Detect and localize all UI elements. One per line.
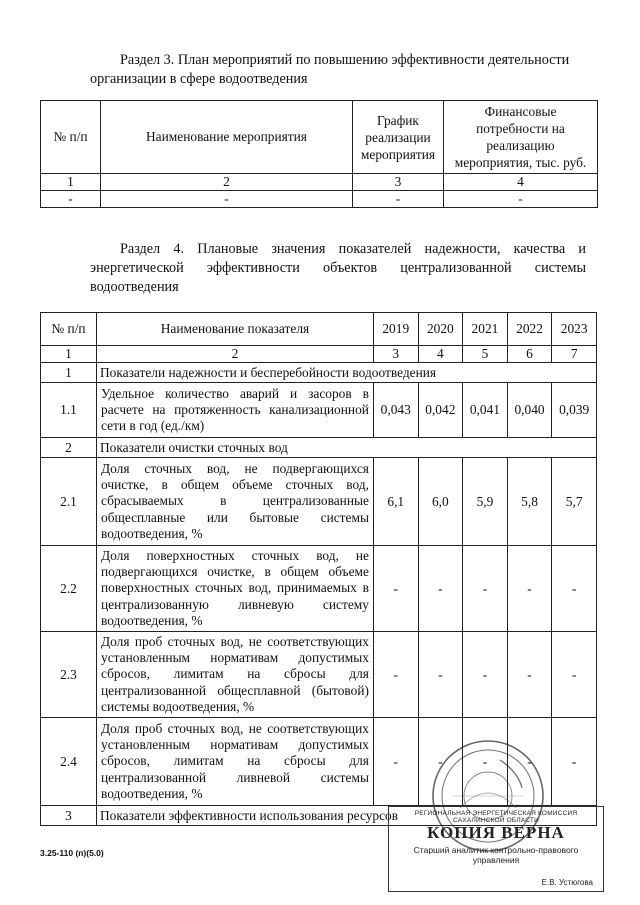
group-no: 1	[41, 363, 97, 383]
row-value: -	[507, 546, 552, 632]
group-no: 2	[41, 438, 97, 458]
row-no: 2.3	[41, 632, 97, 718]
section4-table	[40, 312, 597, 826]
row-value: 0,039	[552, 383, 597, 438]
row-value: -	[463, 546, 508, 632]
row-value: -	[463, 718, 508, 806]
table-header-row	[41, 313, 597, 346]
row-value: -	[373, 632, 418, 718]
index-cell: 1	[41, 346, 97, 363]
row-value: 0,042	[418, 383, 463, 438]
row-value: -	[418, 546, 463, 632]
group-row	[41, 438, 597, 458]
row-value: 5,9	[463, 458, 508, 546]
row-value: -	[552, 632, 597, 718]
group-row	[41, 363, 597, 383]
group-no: 3	[41, 806, 97, 826]
row-value: 5,7	[552, 458, 597, 546]
table-row	[41, 546, 597, 632]
table-row	[41, 718, 597, 806]
row-value: -	[463, 632, 508, 718]
table-cell: -	[41, 191, 101, 208]
table-row	[41, 191, 598, 208]
row-value: -	[507, 632, 552, 718]
row-name: Доля поверхностных сточных вод, не подвергающихся очистке, в общем объеме поверхностных сточных вод, принимаемых в централизованную ливневую систему водоотведения, %	[97, 546, 374, 632]
col-header-year: 2021	[463, 313, 508, 346]
row-value: 0,040	[507, 383, 552, 438]
row-value: 6,0	[418, 458, 463, 546]
row-value: -	[373, 546, 418, 632]
stamp-position: Старший аналитик контрольно-правового управления	[413, 845, 579, 865]
row-name: Доля сточных вод, не подвергающихся очистке, в общем объеме сточных вод, сбрасываемых в централизованные общесплавные или бытовые системы водоотведения, %	[97, 458, 374, 546]
table-row	[41, 383, 597, 438]
section4-heading: Раздел 4. Плановые значения показателей надежности, качества и энергетической эффективности объектов централизованной системы водоотведения	[90, 241, 586, 295]
row-name: Доля проб сточных вод, не соответствующих установленным нормативам допустимых сбросов, лимитам на сбросы для централизованной ливневой системы водоотведения, %	[97, 718, 374, 806]
col-header-no: № п/п	[41, 313, 97, 346]
group-title: Показатели эффективности использования ресурсов	[97, 806, 597, 826]
table-index-row	[41, 346, 597, 363]
row-value: 0,041	[463, 383, 508, 438]
col-header-year: 2022	[507, 313, 552, 346]
section3-table	[40, 100, 598, 208]
col-header-year: 2023	[552, 313, 597, 346]
table-cell: -	[101, 191, 353, 208]
row-name: Удельное количество аварий и засоров в расчете на протяженность канализационной сети в год (ед./км)	[97, 383, 374, 438]
index-cell: 4	[418, 346, 463, 363]
col-header-event-name: Наименование мероприятия	[101, 101, 353, 174]
row-no: 2.2	[41, 546, 97, 632]
index-cell: 3	[353, 174, 444, 191]
group-title: Показатели очистки сточных вод	[97, 438, 597, 458]
row-value: -	[418, 718, 463, 806]
index-cell: 2	[97, 346, 374, 363]
row-value: -	[373, 718, 418, 806]
row-value: -	[507, 718, 552, 806]
col-header-finance: Финансовые потребности на реализацию мероприятия, тыс. руб.	[444, 101, 598, 174]
table-row	[41, 632, 597, 718]
row-value: -	[552, 718, 597, 806]
index-cell: 7	[552, 346, 597, 363]
section3-heading-line1: Раздел 3. План мероприятий по повышению эффективности деятельности	[120, 52, 570, 68]
col-header-no: № п/п	[41, 101, 101, 174]
row-value: -	[418, 632, 463, 718]
index-cell: 1	[41, 174, 101, 191]
row-no: 1.1	[41, 383, 97, 438]
index-cell: 2	[101, 174, 353, 191]
row-name: Доля проб сточных вод, не соответствующих установленным нормативам допустимых сбросов, лимитам на сбросы для централизованной общесплавной (бытовой) системы водоотведения, %	[97, 632, 374, 718]
stamp-organization: РЕГИОНАЛЬНАЯ ЭНЕРГЕТИЧЕСКАЯ КОМИССИЯ САХАЛИНСКОЙ ОБЛАСТИ	[414, 810, 578, 824]
table-cell: -	[353, 191, 444, 208]
section3-heading	[90, 51, 590, 89]
col-header-schedule: График реализации мероприятия	[353, 101, 444, 174]
row-value: 6,1	[373, 458, 418, 546]
row-value: 5,8	[507, 458, 552, 546]
index-cell: 6	[507, 346, 552, 363]
col-header-indicator-name: Наименование показателя	[97, 313, 374, 346]
stamp-title: КОПИЯ ВЕРНА	[427, 823, 565, 842]
group-title: Показатели надежности и бесперебойности водоотведения	[97, 363, 597, 383]
col-header-year: 2020	[418, 313, 463, 346]
certification-stamp	[388, 806, 604, 892]
row-value: 0,043	[373, 383, 418, 438]
stamp-signer-name: Е.В. Устюгова	[541, 878, 593, 887]
col-header-year: 2019	[373, 313, 418, 346]
index-cell: 3	[373, 346, 418, 363]
section3-heading-line2: организации в сфере водоотведения	[90, 71, 308, 87]
index-cell: 5	[463, 346, 508, 363]
table-cell: -	[444, 191, 598, 208]
row-value: -	[552, 546, 597, 632]
document-code: 3.25-110 (п)(5.0)	[40, 848, 104, 858]
table-header-row	[41, 101, 598, 174]
table-index-row	[41, 174, 598, 191]
row-no: 2.4	[41, 718, 97, 806]
row-no: 2.1	[41, 458, 97, 546]
table-row	[41, 458, 597, 546]
index-cell: 4	[444, 174, 598, 191]
